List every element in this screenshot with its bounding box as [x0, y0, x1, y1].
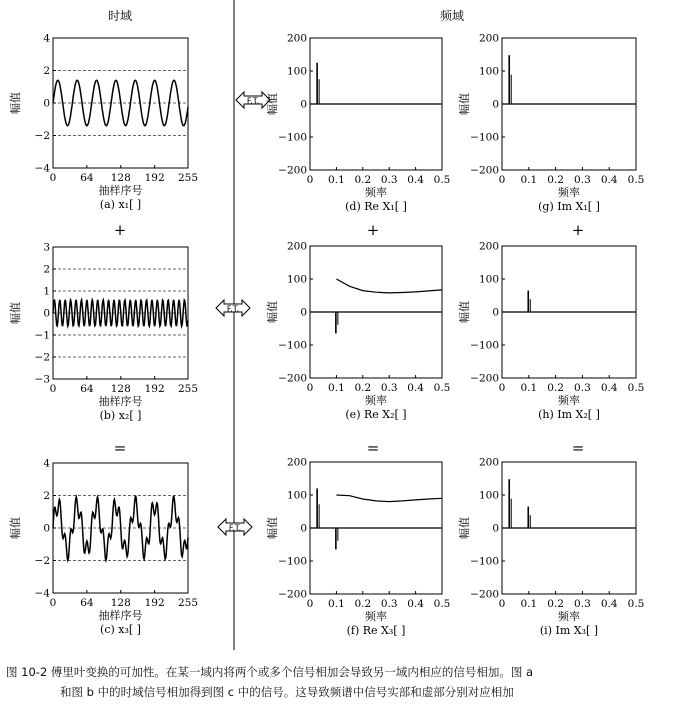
y-axis-label: 幅值 — [458, 301, 471, 323]
x-axis-label: 频率 — [365, 610, 387, 623]
y-axis-label: 幅值 — [9, 92, 22, 114]
y-tick-label: 200 — [478, 240, 499, 253]
panel-caption: (d) Re X₁[ ] — [345, 200, 407, 213]
x-tick-label: 0 — [49, 172, 57, 184]
ft-label: F.T. — [226, 304, 240, 314]
y-tick-label: 0 — [43, 307, 50, 320]
y-axis-label: 幅值 — [9, 517, 22, 539]
x-tick-label: 0.3 — [574, 598, 591, 610]
x-tick-label: 0 — [498, 382, 506, 394]
panel-caption: (e) Re X₂[ ] — [345, 408, 407, 421]
y-tick-label: −1 — [34, 329, 50, 342]
x-tick-label: 0 — [498, 598, 506, 610]
y-tick-label: 0 — [300, 522, 307, 535]
y-tick-label: 100 — [478, 273, 499, 286]
x-axis-label: 抽样序号 — [98, 609, 143, 622]
x-tick-label: 192 — [144, 172, 165, 184]
y-tick-label: 0 — [492, 98, 499, 111]
figure-caption — [6, 662, 671, 702]
y-tick-label: −200 — [470, 372, 499, 385]
x-tick-label: 0.3 — [574, 174, 591, 186]
x-tick-label: 0.4 — [407, 174, 424, 186]
y-tick-label: −4 — [34, 162, 50, 175]
panel-caption: (c) x₃[ ] — [100, 623, 141, 636]
y-tick-label: 1 — [43, 285, 50, 298]
y-axis-label: 幅值 — [266, 301, 279, 323]
x-tick-label: 0.2 — [354, 382, 372, 394]
chart-panel-e — [265, 241, 450, 422]
x-tick-label: 0.2 — [547, 174, 564, 186]
plus-sign-re: + — [366, 221, 380, 239]
x-tick-label: 0.1 — [520, 174, 538, 186]
x-tick-label: 0.2 — [354, 598, 372, 610]
panel-caption: (i) Im X₃[ ] — [539, 624, 599, 637]
y-tick-label: 2 — [43, 263, 50, 276]
x-tick-label: 64 — [80, 597, 94, 609]
x-tick-label: 0.4 — [600, 174, 618, 186]
x-tick-label: 0.4 — [407, 598, 424, 610]
x-tick-label: 0 — [306, 598, 314, 610]
y-tick-label: 100 — [286, 65, 307, 78]
y-tick-label: −100 — [470, 339, 499, 352]
y-tick-label: 200 — [286, 456, 307, 469]
chart-panel-i — [457, 457, 644, 638]
frequency-domain-header: 频域 — [439, 9, 465, 23]
plus-sign-time: + — [113, 221, 127, 239]
caption-line-1: 图 10-2 傅里叶变换的可加性。在某一域内将两个或多个信号相加会导致另一域内相应的信号相加。图 a — [6, 665, 534, 679]
x-axis-label: 抽样序号 — [98, 184, 143, 197]
x-tick-label: 128 — [110, 172, 131, 184]
x-tick-label: 0.5 — [627, 598, 645, 610]
y-tick-label: 0 — [300, 98, 307, 111]
x-tick-label: 0.1 — [520, 598, 538, 610]
x-tick-label: 0.3 — [380, 382, 398, 394]
y-tick-label: −2 — [34, 555, 50, 567]
chart-panel-h — [457, 241, 644, 422]
y-tick-label: −4 — [34, 587, 50, 600]
x-tick-label: 0.2 — [547, 598, 564, 610]
y-axis-label: 幅值 — [9, 302, 22, 324]
y-tick-label: −200 — [278, 372, 307, 385]
x-axis-label: 抽样序号 — [98, 395, 143, 408]
panel-caption: (f) Re X₃[ ] — [346, 624, 406, 637]
x-tick-label: 0.5 — [627, 382, 645, 394]
y-tick-label: −100 — [470, 131, 499, 144]
y-tick-label: 100 — [286, 273, 307, 286]
x-tick-label: 0 — [306, 382, 314, 394]
x-tick-label: 255 — [177, 383, 199, 395]
y-tick-label: 0 — [43, 97, 50, 110]
x-tick-label: 0.2 — [354, 174, 372, 186]
y-tick-label: 200 — [286, 240, 307, 253]
y-tick-label: −100 — [470, 555, 499, 568]
x-tick-label: 0 — [498, 174, 506, 186]
x-tick-label: 64 — [80, 172, 94, 184]
x-tick-label: 192 — [144, 383, 165, 395]
y-tick-label: 2 — [43, 490, 50, 502]
x-tick-label: 0.1 — [328, 598, 345, 610]
x-tick-label: 128 — [110, 383, 131, 395]
y-tick-label: 100 — [478, 65, 499, 78]
x-tick-label: 0.3 — [380, 174, 398, 186]
y-tick-label: 4 — [43, 32, 50, 45]
y-tick-label: 200 — [478, 456, 499, 469]
x-axis-label: 频率 — [558, 186, 580, 199]
spectrum-curve — [336, 279, 442, 293]
y-tick-label: −100 — [278, 555, 307, 568]
y-tick-label: −200 — [278, 164, 307, 177]
x-tick-label: 0 — [49, 383, 57, 395]
y-tick-label: −200 — [470, 588, 499, 601]
y-tick-label: 3 — [43, 241, 50, 254]
chart-panel-f — [265, 457, 450, 638]
ft-label: F.T. — [228, 523, 242, 533]
chart-panel-a — [8, 33, 198, 212]
x-tick-label: 0 — [49, 597, 57, 609]
y-tick-label: −2 — [34, 351, 50, 364]
y-tick-label: −200 — [470, 164, 499, 177]
x-tick-label: 0.1 — [520, 382, 538, 394]
chart-panel-g — [457, 33, 644, 214]
equals-sign-re: = — [366, 439, 380, 457]
y-tick-label: −3 — [34, 373, 50, 386]
y-tick-label: 100 — [286, 489, 307, 502]
ft-label: F.T. — [246, 96, 260, 106]
ft-arrow-row1 — [236, 92, 270, 108]
x-tick-label: 0.3 — [380, 598, 398, 610]
x-tick-label: 128 — [110, 597, 131, 609]
x-tick-label: 0.4 — [407, 382, 424, 394]
caption-line-2: 和图 b 中的时域信号相加得到图 c 中的信号。这导致频谱中信号实部和虚部分别对应相加 — [60, 685, 514, 699]
x-tick-label: 192 — [144, 597, 165, 609]
y-axis-label: 幅值 — [458, 93, 471, 115]
x-tick-label: 64 — [80, 383, 94, 395]
plus-sign-im: + — [571, 221, 585, 239]
x-tick-label: 255 — [177, 172, 199, 184]
x-tick-label: 0.1 — [328, 174, 345, 186]
x-tick-label: 0.5 — [433, 598, 451, 610]
chart-panel-d — [265, 33, 450, 214]
x-axis-label: 频率 — [558, 394, 580, 407]
y-axis-label: 幅值 — [266, 517, 279, 539]
x-tick-label: 0 — [306, 174, 314, 186]
x-tick-label: 255 — [177, 597, 199, 609]
x-tick-label: 0.1 — [328, 382, 345, 394]
y-tick-label: −100 — [278, 131, 307, 144]
x-tick-label: 0.5 — [433, 174, 451, 186]
y-tick-label: 0 — [492, 306, 499, 319]
panel-caption: (h) Im X₂[ ] — [538, 408, 600, 421]
equals-sign-im: = — [571, 439, 585, 457]
chart-panel-c — [8, 458, 198, 637]
y-tick-label: 100 — [478, 489, 499, 502]
y-tick-label: 0 — [300, 306, 307, 319]
time-domain-header: 时域 — [107, 9, 133, 23]
x-tick-label: 0.3 — [574, 382, 591, 394]
ft-arrow-row3 — [218, 519, 252, 535]
y-tick-label: 2 — [43, 65, 50, 77]
x-axis-label: 频率 — [365, 394, 387, 407]
y-axis-label: 幅值 — [458, 517, 471, 539]
y-tick-label: −100 — [278, 339, 307, 352]
panel-caption: (g) Im X₁[ ] — [538, 200, 600, 213]
signal-line — [53, 496, 188, 561]
panel-caption: (b) x₂[ ] — [99, 409, 142, 422]
x-tick-label: 0.5 — [433, 382, 451, 394]
x-tick-label: 0.4 — [600, 382, 618, 394]
x-tick-label: 0.4 — [600, 598, 618, 610]
panel-caption: (a) x₁[ ] — [99, 198, 142, 211]
chart-panel-b — [8, 242, 198, 423]
y-tick-label: 0 — [43, 522, 50, 535]
y-tick-label: 200 — [286, 32, 307, 45]
x-tick-label: 0.2 — [547, 382, 564, 394]
y-tick-label: 4 — [43, 457, 50, 470]
x-axis-label: 频率 — [365, 186, 387, 199]
y-tick-label: −200 — [278, 588, 307, 601]
spectrum-curve — [336, 495, 442, 502]
y-tick-label: −2 — [34, 130, 50, 142]
y-tick-label: 200 — [478, 32, 499, 45]
equals-sign-time: = — [113, 439, 127, 457]
x-axis-label: 频率 — [558, 610, 580, 623]
y-axis-label: 幅值 — [266, 93, 279, 115]
ft-arrow-row2 — [216, 300, 250, 316]
y-tick-label: 0 — [492, 522, 499, 535]
x-tick-label: 0.5 — [627, 174, 645, 186]
